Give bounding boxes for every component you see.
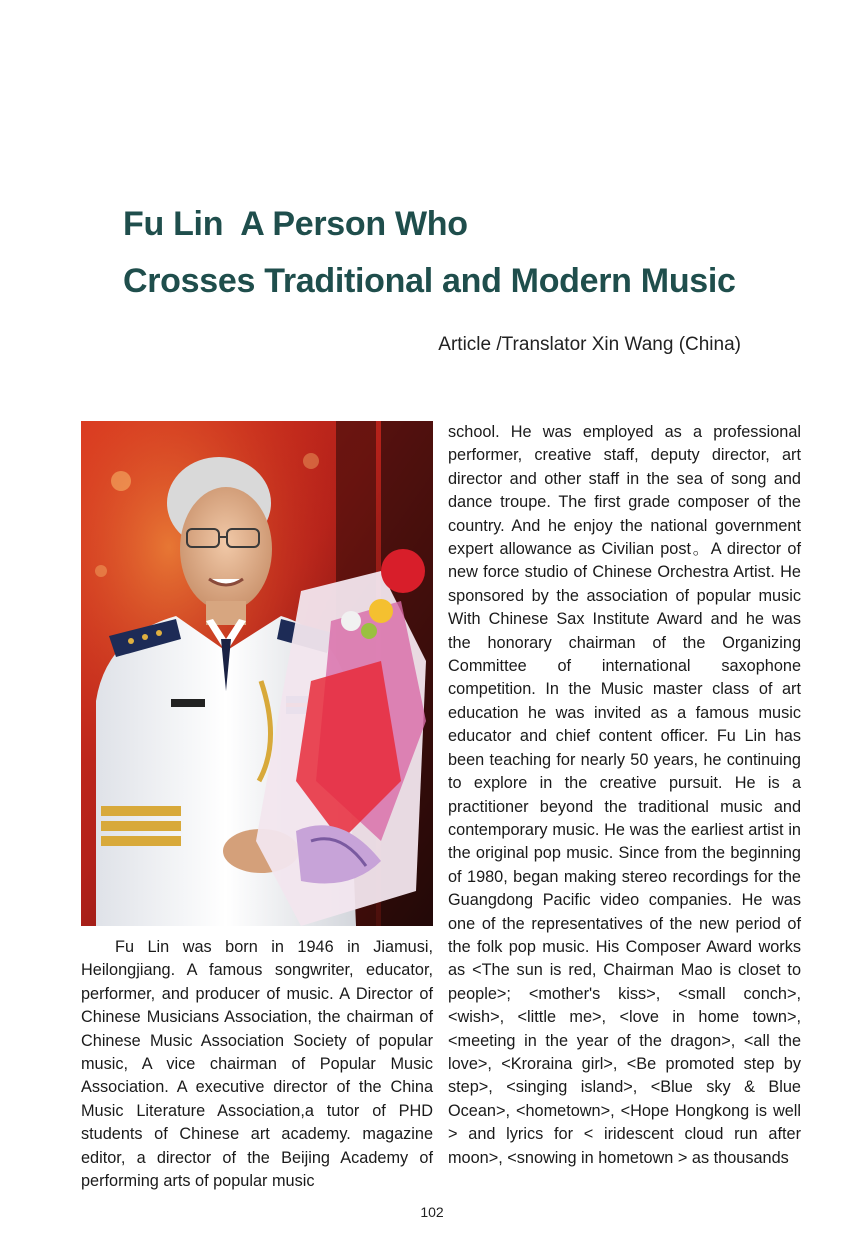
text-fade-overlay — [690, 1170, 810, 1196]
page-number: 102 — [420, 1204, 444, 1220]
biography-paragraph-right: school. He was employed as a professional performer, creative staff, deputy director, art director and other staff in the sea of song and dance troupe. The first grade composer of the country. And he enjoy the national government expert allowance as Civilian post。A director of new force studio of Chinese Orchestra Artist. He sponsored by the association of popular music With Chinese Sax Institute Award and he was the honorary chairman of the Organizing Committee of international saxophone competition. In the Music master class of art education he was invited as a famous music educator and chief content officer. Fu Lin has been teaching for nearly 50 years, he continuing to explore in the creative pursuit. He is a practitioner beyond the traditional music and contemporary music. He was the earliest artist in the original pop music. Since from the beginning of 1980, began making stereo recordings for the Guangdong Pacific video companies. He was one of the representatives of the new period of the folk pop music. His Composer Award works as <The sun is red, Chairman Mao is closet to people>; <mother's kiss>, <small conch>, <wish>, <little me>, <love in home town>, <meeting in the year of the dragon>, <all the love>, <Kroraina girl>, <Be promoted step by step>, <singing island>, <Blue sky & Blue Ocean>, <hometown>, <Hope Hongkong is well > and lyrics for < iridescent cloud run after moon>, <snowing in hometown > as thousands — [448, 423, 801, 1167]
article-title-line-2: Crosses Traditional and Modern Music — [123, 262, 736, 300]
portrait-photo — [81, 421, 433, 926]
article-byline: Article /Translator Xin Wang (China) — [438, 334, 741, 355]
article-title — [123, 196, 823, 310]
left-text-column — [81, 936, 433, 1193]
right-text-column — [448, 421, 801, 1170]
article-title-line-1: Fu Lin A Person Who — [123, 205, 468, 243]
biography-paragraph-left: Fu Lin was born in 1946 in Jiamusi, Heilongjiang. A famous songwriter, educator, performer, and producer of music. A Director of Chinese Musicians Association, the chairman of Chinese Music Association Society of popular music, A vice chairman of Popular Music Association. A executive director of the China Music Literature Association,a tutor of PHD students of Chinese art academy. magazine editor, a director of the Beijing Academy of performing arts of popular music — [81, 938, 433, 1191]
